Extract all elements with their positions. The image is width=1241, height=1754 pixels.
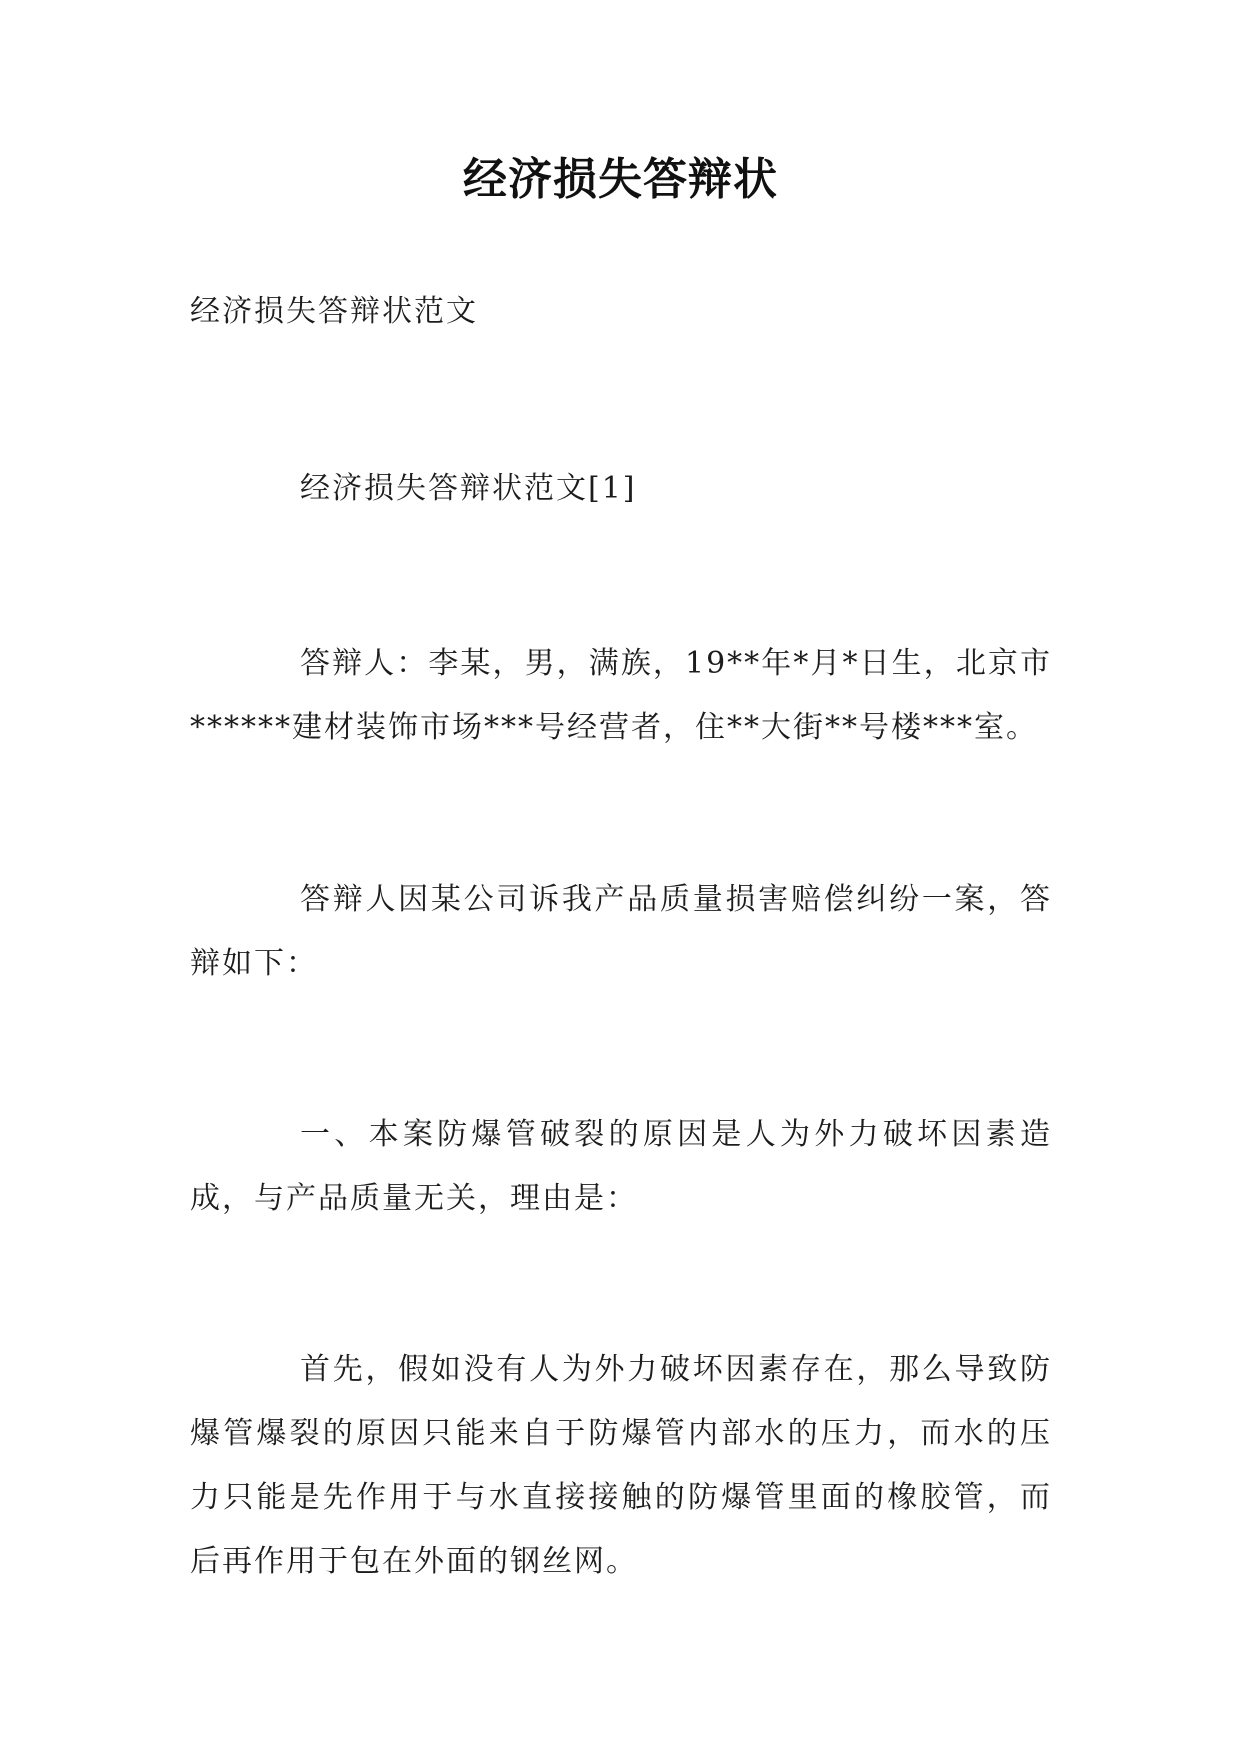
document-subtitle: 经济损失答辩状范文 <box>190 294 478 329</box>
paragraph-intro: 答辩人因某公司诉我产品质量损害赔偿纠纷一案，答辩如下： <box>190 882 1052 981</box>
paragraph-heading: 经济损失答辩状范文[1] <box>300 471 637 506</box>
paragraph-respondent-info: 答辩人：李某，男，满族，19**年*月*日生，北京市******建材装饰市场***号经营者，住**大街**号楼***室。 <box>190 646 1052 745</box>
document-title: 经济损失答辩状 <box>463 154 778 205</box>
paragraph-first-reason: 首先，假如没有人为外力破坏因素存在，那么导致防爆管爆裂的原因只能来自于防爆管内部水的压力，而水的压力只能是先作用于与水直接接触的防爆管里面的橡胶管，而后再作用于包在外面的钢丝网。 <box>190 1352 1052 1579</box>
paragraph-point-one: 一、本案防爆管破裂的原因是人为外力破坏因素造成，与产品质量无关，理由是： <box>190 1117 1052 1216</box>
